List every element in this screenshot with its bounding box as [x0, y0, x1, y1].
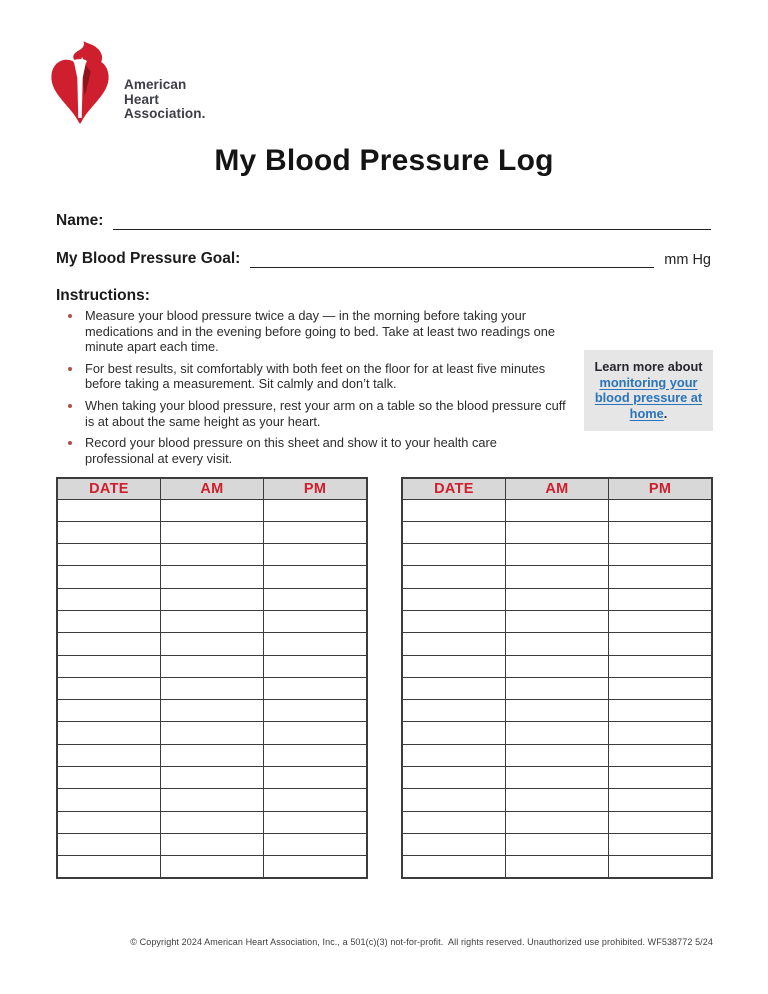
empty-log-cell [264, 722, 367, 744]
empty-log-cell [402, 677, 505, 699]
log-table-row [402, 544, 712, 566]
column-header-pm: PM [264, 478, 367, 499]
empty-log-cell [402, 767, 505, 789]
log-table-row [402, 856, 712, 878]
empty-log-cell [505, 610, 608, 632]
name-label: Name: [56, 212, 104, 229]
empty-log-cell [160, 655, 263, 677]
empty-log-cell [264, 789, 367, 811]
empty-log-cell [160, 744, 263, 766]
empty-log-cell [160, 700, 263, 722]
log-table-row [57, 789, 367, 811]
log-tables-container [56, 477, 713, 879]
log-table-left [56, 477, 368, 879]
empty-log-cell [57, 633, 160, 655]
empty-log-cell [609, 633, 712, 655]
empty-log-cell [609, 833, 712, 855]
column-header-am: AM [505, 478, 608, 499]
empty-log-cell [402, 833, 505, 855]
learn-more-intro: Learn more about [594, 359, 703, 374]
empty-log-cell [264, 566, 367, 588]
empty-log-cell [160, 677, 263, 699]
empty-log-cell [609, 566, 712, 588]
logo-line-association: Association. [124, 106, 206, 122]
empty-log-cell [160, 767, 263, 789]
log-table-row [57, 566, 367, 588]
log-table-row [57, 633, 367, 655]
column-header-pm: PM [609, 478, 712, 499]
log-table-row [402, 767, 712, 789]
empty-log-cell [160, 833, 263, 855]
empty-log-cell [609, 521, 712, 543]
empty-log-cell [57, 521, 160, 543]
empty-log-cell [505, 700, 608, 722]
empty-log-cell [609, 499, 712, 521]
goal-blank-line [250, 249, 654, 268]
empty-log-cell [57, 789, 160, 811]
empty-log-cell [57, 499, 160, 521]
empty-log-cell [609, 700, 712, 722]
goal-unit-label: mm Hg [664, 252, 711, 268]
empty-log-cell [505, 722, 608, 744]
log-table-row [57, 833, 367, 855]
empty-log-cell [402, 566, 505, 588]
empty-log-cell [57, 588, 160, 610]
empty-log-cell [57, 655, 160, 677]
empty-log-cell [609, 744, 712, 766]
heart-torch-icon [46, 40, 114, 132]
empty-log-cell [264, 544, 367, 566]
empty-log-cell [609, 655, 712, 677]
log-table-row [402, 789, 712, 811]
page-title: My Blood Pressure Log [214, 144, 554, 177]
log-table-row [402, 811, 712, 833]
empty-log-cell [505, 744, 608, 766]
empty-log-cell [264, 521, 367, 543]
aha-logo-wordmark [124, 78, 205, 122]
column-header-date: DATE [57, 478, 160, 499]
empty-log-cell [57, 811, 160, 833]
empty-log-cell [505, 811, 608, 833]
empty-log-cell [57, 677, 160, 699]
goal-label: My Blood Pressure Goal: [56, 250, 241, 267]
learn-more-box [584, 350, 713, 431]
empty-log-cell [402, 700, 505, 722]
empty-log-cell [264, 811, 367, 833]
log-table-row [57, 767, 367, 789]
empty-log-cell [505, 544, 608, 566]
log-table-row [402, 677, 712, 699]
instruction-item-3: When taking your blood pressure, rest your arm on a table so the blood pressure cuff is at about the same height as your heart. [56, 398, 566, 429]
empty-log-cell [609, 856, 712, 878]
empty-log-cell [609, 610, 712, 632]
empty-log-cell [264, 833, 367, 855]
empty-log-cell [402, 610, 505, 632]
empty-log-cell [160, 499, 263, 521]
log-table-right [401, 477, 713, 879]
empty-log-cell [160, 633, 263, 655]
empty-log-cell [264, 610, 367, 632]
empty-log-cell [57, 744, 160, 766]
log-table-row [402, 566, 712, 588]
empty-log-cell [160, 521, 263, 543]
empty-log-cell [402, 722, 505, 744]
log-table-row [402, 521, 712, 543]
empty-log-cell [57, 610, 160, 632]
log-table-row [402, 833, 712, 855]
empty-log-cell [264, 655, 367, 677]
empty-log-cell [402, 811, 505, 833]
empty-log-cell [505, 655, 608, 677]
empty-log-cell [505, 566, 608, 588]
empty-log-cell [160, 811, 263, 833]
empty-log-cell [505, 767, 608, 789]
log-table-row [57, 677, 367, 699]
instructions-list [56, 308, 566, 472]
empty-log-cell [505, 789, 608, 811]
empty-log-cell [609, 544, 712, 566]
name-field-row [56, 211, 711, 230]
empty-log-cell [402, 633, 505, 655]
empty-log-cell [402, 499, 505, 521]
empty-log-cell [57, 566, 160, 588]
empty-log-cell [57, 700, 160, 722]
instruction-item-2: For best results, sit comfortably with both feet on the floor for at least five minutes before taking a measurement. Sit calmly and don’t talk. [56, 361, 566, 392]
log-table-row [57, 722, 367, 744]
empty-log-cell [609, 677, 712, 699]
copyright-footer: © Copyright 2024 American Heart Association, Inc., a 501(c)(3) not-for-profit. All rights reserved. Unauthorized use prohibited. WF538772 5/24 [130, 937, 713, 947]
empty-log-cell [160, 588, 263, 610]
empty-log-cell [505, 677, 608, 699]
column-header-date: DATE [402, 478, 505, 499]
table-header-row [402, 478, 712, 499]
aha-logo [46, 40, 205, 132]
log-table-row [402, 610, 712, 632]
empty-log-cell [402, 521, 505, 543]
empty-log-cell [264, 588, 367, 610]
empty-log-cell [264, 633, 367, 655]
empty-log-cell [505, 588, 608, 610]
empty-log-cell [264, 700, 367, 722]
log-table-row [402, 744, 712, 766]
empty-log-cell [402, 856, 505, 878]
empty-log-cell [160, 544, 263, 566]
log-table-row [57, 856, 367, 878]
empty-log-cell [264, 856, 367, 878]
instructions-heading: Instructions: [56, 287, 150, 304]
empty-log-cell [505, 521, 608, 543]
log-table-row [57, 588, 367, 610]
empty-log-cell [505, 856, 608, 878]
log-table-row [402, 722, 712, 744]
name-blank-line [113, 211, 711, 230]
empty-log-cell [609, 722, 712, 744]
log-table-row [57, 700, 367, 722]
logo-line-heart: Heart [124, 91, 160, 107]
empty-log-cell [160, 722, 263, 744]
logo-line-american: American [124, 77, 187, 93]
log-table-row [402, 700, 712, 722]
log-table-row [402, 588, 712, 610]
learn-more-period: . [663, 405, 668, 421]
instruction-item-1: Measure your blood pressure twice a day — in the morning before taking your medications and in the evening before going to bed. Take at least two readings one minute apart each time. [56, 308, 566, 355]
empty-log-cell [264, 744, 367, 766]
empty-log-cell [505, 633, 608, 655]
empty-log-cell [402, 789, 505, 811]
log-table-row [57, 655, 367, 677]
empty-log-cell [264, 499, 367, 521]
log-table-row [57, 521, 367, 543]
empty-log-cell [402, 655, 505, 677]
empty-log-cell [160, 610, 263, 632]
instruction-item-4: Record your blood pressure on this sheet and show it to your health care professional at every visit. [56, 435, 566, 466]
empty-log-cell [160, 856, 263, 878]
empty-log-cell [264, 677, 367, 699]
empty-log-cell [609, 811, 712, 833]
table-header-row [57, 478, 367, 499]
goal-field-row [56, 249, 711, 268]
empty-log-cell [609, 789, 712, 811]
log-table-row [57, 544, 367, 566]
empty-log-cell [402, 544, 505, 566]
empty-log-cell [402, 588, 505, 610]
empty-log-cell [264, 767, 367, 789]
empty-log-cell [57, 767, 160, 789]
empty-log-cell [609, 767, 712, 789]
empty-log-cell [57, 544, 160, 566]
empty-log-cell [57, 722, 160, 744]
log-table-row [402, 633, 712, 655]
log-table-row [57, 744, 367, 766]
column-header-am: AM [160, 478, 263, 499]
empty-log-cell [505, 499, 608, 521]
empty-log-cell [609, 588, 712, 610]
empty-log-cell [402, 744, 505, 766]
log-table-row [57, 499, 367, 521]
empty-log-cell [160, 789, 263, 811]
empty-log-cell [160, 566, 263, 588]
log-table-row [57, 610, 367, 632]
empty-log-cell [57, 833, 160, 855]
empty-log-cell [505, 833, 608, 855]
learn-more-link[interactable]: monitoring your blood pressure at home [594, 374, 703, 421]
log-table-row [402, 499, 712, 521]
log-table-row [402, 655, 712, 677]
empty-log-cell [57, 856, 160, 878]
log-table-row [57, 811, 367, 833]
